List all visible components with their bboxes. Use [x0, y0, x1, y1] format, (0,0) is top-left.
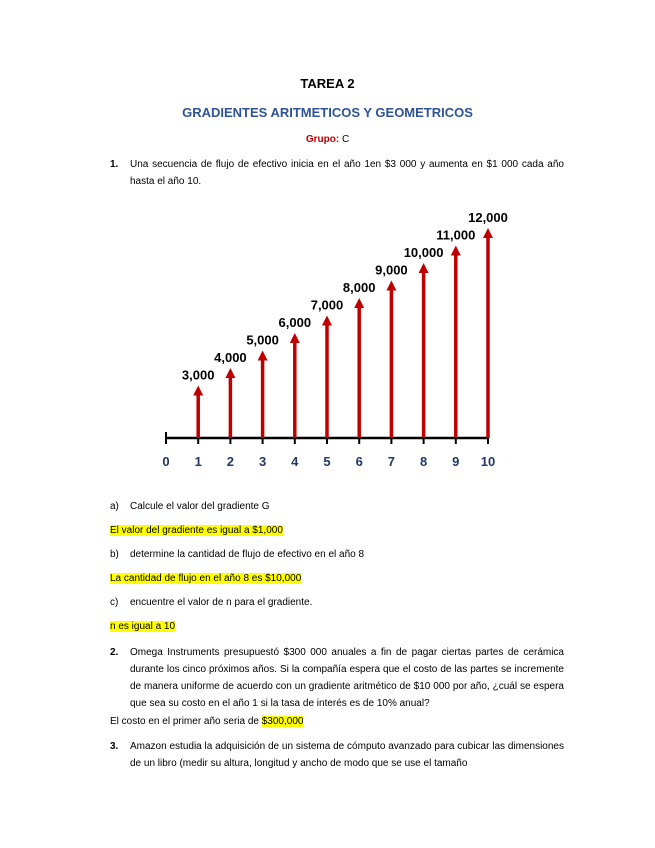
grupo-value: C — [341, 134, 350, 145]
arrow-head-5 — [322, 316, 332, 326]
value-label-4: 6,000 — [278, 315, 312, 330]
value-label-2: 4,000 — [214, 350, 247, 365]
value-label-8: 10,000 — [403, 245, 444, 260]
answer-a-text: El valor del gradiente es igual a $1,000 — [110, 525, 283, 536]
axis-tick-label-10: 10 — [480, 454, 496, 469]
answer-2-prefix: El costo en el primer año seria de — [110, 716, 262, 727]
axis-tick-label-0: 0 — [162, 454, 170, 469]
arrow-head-9 — [451, 246, 461, 256]
axis-tick-label-1: 1 — [194, 454, 202, 469]
item-a — [110, 500, 270, 514]
item-b-text: determine la cantidad de flujo de efectivo en el año 8 — [130, 549, 365, 560]
item-a-letter: a) — [110, 501, 119, 512]
value-label-9: 11,000 — [436, 227, 476, 243]
axis-tick-label-9: 9 — [452, 454, 460, 469]
answer-c-text: n es igual a 10 — [110, 621, 176, 632]
axis-tick-label-8: 8 — [419, 454, 428, 469]
item-c-letter: c) — [110, 597, 119, 608]
item-b — [110, 548, 364, 562]
item-c — [110, 596, 312, 610]
document-subtitle: GRADIENTES ARITMETICOS Y GEOMETRICOS — [182, 105, 473, 120]
question-1-text: Una secuencia de flujo de efectivo inicia en el año 1en $3 000 y aumenta en $1 000 cada año hasta el año 10. — [130, 159, 564, 187]
answer-b-text: La cantidad de flujo en el año 8 es $10,000 — [110, 573, 302, 584]
item-c-text: encuentre el valor de n para el gradiente. — [130, 597, 313, 608]
answer-b — [110, 572, 301, 586]
cash-flow-diagram — [150, 200, 510, 480]
question-3 — [110, 738, 564, 772]
arrow-head-6 — [354, 298, 364, 308]
grupo-line — [0, 134, 655, 145]
axis-tick-label-2: 2 — [226, 454, 235, 469]
axis-tick-label-7: 7 — [387, 454, 396, 469]
answer-2 — [110, 715, 303, 729]
arrow-head-4 — [290, 333, 300, 343]
arrow-head-10 — [483, 228, 493, 238]
value-label-6: 8,000 — [342, 280, 376, 295]
answer-c — [110, 620, 175, 634]
arrow-head-1 — [193, 386, 203, 396]
value-label-3: 5,000 — [246, 332, 279, 348]
value-label-5: 7,000 — [310, 297, 344, 313]
axis-tick-label-5: 5 — [323, 454, 331, 469]
arrow-head-8 — [419, 263, 429, 273]
item-a-text: Calcule el valor del gradiente G — [130, 501, 270, 512]
value-label-1: 3,000 — [181, 367, 215, 383]
answer-2-value: $300,000 — [261, 716, 304, 727]
arrow-head-7 — [386, 281, 396, 291]
arrow-head-2 — [225, 368, 235, 378]
question-1-number: 1. — [110, 159, 119, 170]
value-label-10: 12,000 — [468, 210, 508, 225]
grupo-label: Grupo: — [305, 134, 340, 145]
question-2 — [110, 644, 564, 712]
arrow-head-3 — [258, 351, 268, 361]
axis-tick-label-6: 6 — [355, 454, 363, 469]
document-title: TAREA 2 — [300, 76, 355, 91]
axis-tick-label-4: 4 — [291, 454, 299, 469]
question-2-number: 2. — [110, 647, 119, 658]
question-3-number: 3. — [110, 741, 119, 752]
question-3-text: Amazon estudia la adquisición de un sistema de cómputo avanzado para cubicar las dimensiones de un libro (medir su altura, longitud y ancho de modo que se use el tamaño — [130, 741, 564, 769]
item-b-letter: b) — [110, 549, 119, 560]
value-label-7: 9,000 — [375, 262, 408, 278]
axis-tick-label-3: 3 — [258, 454, 267, 469]
answer-a — [110, 524, 283, 538]
question-1 — [110, 156, 564, 190]
question-2-text: Omega Instruments presupuestó $300 000 anuales a fin de pagar ciertas partes de cerámica durante los cinco próximos años. Si la compañía espera que el costo de las partes se incremente de manera uniforme de acuerdo con un gradiente aritmético de $10 000 por año, ¿cuál se espera que sea su costo en el año 1 si la tasa de interés es de 10% anual? — [130, 647, 564, 709]
